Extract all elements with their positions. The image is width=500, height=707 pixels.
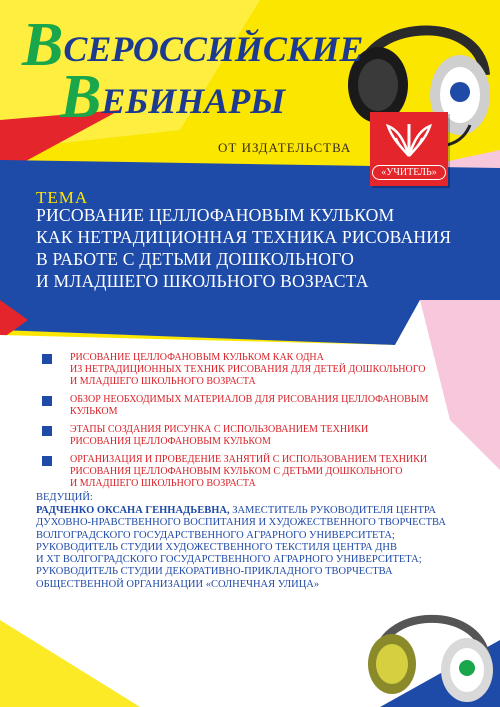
topic-title-line: И МЛАДШЕГО ШКОЛЬНОГО ВОЗРАСТА	[36, 271, 369, 291]
list-item: ОРГАНИЗАЦИЯ И ПРОВЕДЕНИЕ ЗАНЯТИЙ С ИСПОЛЬЗОВАНИЕМ ТЕХНИКИ РИСОВАНИЯ ЦЕЛЛОФАНОВЫМ КУЛЬКОМ С ДЕТЬМИ ДОШКОЛЬНОГО И МЛАДШЕГО ШКОЛЬНОГО ВОЗРАСТА	[42, 454, 472, 490]
presenter-name: РАДЧЕНКО ОКСАНА ГЕННАДЬЕВНА,	[36, 505, 230, 516]
presenter-line: ВОЛГОГРАДСКОГО ГОСУДАРСТВЕННОГО АГРАРНОГО УНИВЕРСИТЕТА;	[36, 529, 395, 541]
publisher-logo-caption: «УЧИТЕЛЬ»	[372, 165, 446, 180]
topic-title-line: РИСОВАНИЕ ЦЕЛЛОФАНОВЫМ КУЛЬКОМ	[36, 205, 395, 225]
presenter-line: И ХТ ВОЛГОГРАДСКОГО ГОСУДАРСТВЕННОГО АГРАРНОГО УНИВЕРСИТЕТА;	[36, 554, 422, 566]
presenter-line: РУКОВОДИТЕЛЬ СТУДИИ ДЕКОРАТИВНО-ПРИКЛАДНОГО ТВОРЧЕСТВА	[36, 566, 393, 578]
bullet-square-icon	[42, 396, 52, 406]
brand-line-2: ВЕБИНАРЫ	[60, 63, 286, 131]
bullet-square-icon	[42, 354, 52, 364]
topic-label: ТЕМА	[36, 188, 89, 207]
presenter-info: РАДЧЕНКО ОКСАНА ГЕННАДЬЕВНА, ЗАМЕСТИТЕЛЬ РУКОВОДИТЕЛЯ ЦЕНТРА ДУХОВНО-НРАВСТВЕННОГО ВОСПИТАНИЯ И ХУДОЖЕСТВЕННОГО ТВОРЧЕСТВА ВОЛГОГРАДСКОГО ГОСУДАРСТВЕННОГО АГРАРНОГО УНИВЕРСИТЕТА; РУКОВОДИТЕЛЬ СТУДИИ ХУДОЖЕСТВЕННОГО ТЕКСТИЛЯ ЦЕНТРА ДНВ И ХТ ВОЛГОГРАДСКОГО ГОСУДАРСТВЕННОГО АГРАРНОГО УНИВЕРСИТЕТА; РУКОВОДИТЕЛЬ СТУДИИ ДЕКОРАТИВНО-ПРИКЛАДНОГО ТВОРЧЕСТВА ОБЩЕСТВЕННОЙ ОРГАНИЗАЦИИ «СОЛНЕЧНАЯ УЛИЦА»	[36, 505, 476, 591]
publisher-logo	[370, 112, 448, 186]
list-item: РИСОВАНИЕ ЦЕЛЛОФАНОВЫМ КУЛЬКОМ КАК ОДНА ИЗ НЕТРАДИЦИОННЫХ ТЕХНИК РИСОВАНИЯ ДЛЯ ДЕТЕЙ ДОШКОЛЬНОГО И МЛАДШЕГО ШКОЛЬНОГО ВОЗРАСТА	[42, 352, 472, 388]
presenter-line: ДУХОВНО-НРАВСТВЕННОГО ВОСПИТАНИЯ И ХУДОЖЕСТВЕННОГО ТВОРЧЕСТВА	[36, 517, 446, 529]
bullet-square-icon	[42, 456, 52, 466]
brand-line-1: ВСЕРОССИЙСКИЕ	[22, 11, 364, 79]
presenter-label: ВЕДУЩИЙ:	[36, 492, 93, 503]
from-publisher: ОТ ИЗДАТЕЛЬСТВА	[218, 140, 352, 155]
list-item: ЭТАПЫ СОЗДАНИЯ РИСУНКА С ИСПОЛЬЗОВАНИЕМ ТЕХНИКИ РИСОВАНИЯ ЦЕЛЛОФАНОВЫМ КУЛЬКОМ	[42, 424, 472, 448]
headphones-icon	[362, 592, 500, 707]
topic-title	[36, 204, 476, 292]
topic-title-line: КАК НЕТРАДИЦИОННАЯ ТЕХНИКА РИСОВАНИЯ	[36, 227, 452, 247]
bullet-square-icon	[42, 426, 52, 436]
presenter-line: ОБЩЕСТВЕННОЙ ОРГАНИЗАЦИИ «СОЛНЕЧНАЯ УЛИЦА»	[36, 578, 320, 590]
presenter-line: РУКОВОДИТЕЛЬ СТУДИИ ХУДОЖЕСТВЕННОГО ТЕКСТИЛЯ ЦЕНТРА ДНВ	[36, 541, 397, 553]
topic-title-line: В РАБОТЕ С ДЕТЬМИ ДОШКОЛЬНОГО	[36, 249, 354, 269]
list-item: ОБЗОР НЕОБХОДИМЫХ МАТЕРИАЛОВ ДЛЯ РИСОВАНИЯ ЦЕЛЛОФАНОВЫМ КУЛЬКОМ	[42, 394, 472, 418]
publisher-logo-icon	[370, 116, 448, 166]
bullet-list	[42, 352, 472, 496]
